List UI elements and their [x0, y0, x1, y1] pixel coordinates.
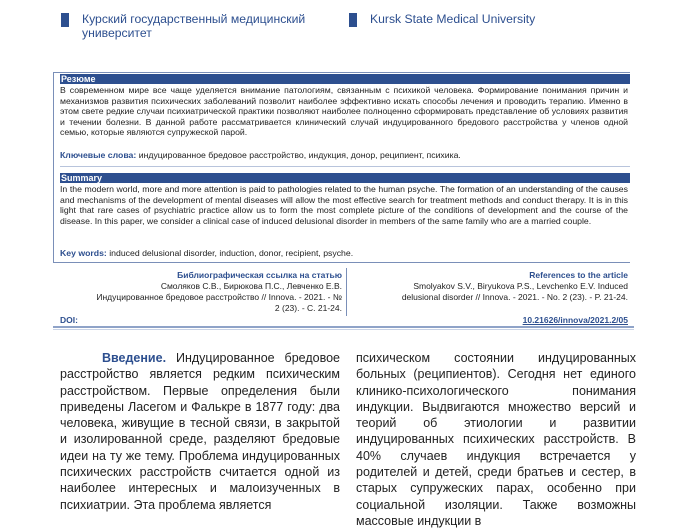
citation-en-title: References to the article: [529, 270, 628, 280]
keywords-en: [60, 248, 353, 259]
affiliation-marker: [349, 13, 357, 27]
citation-divider: [346, 268, 347, 316]
keywords-ru-value: индуцированное бредовое расстройство, индукция, донор, реципиент, психика.: [138, 150, 461, 160]
bottom-rule-thin: [53, 329, 634, 330]
citation-ru-issue: 2 (23). - С. 21-24.: [274, 303, 342, 313]
keywords-ru: [60, 150, 461, 161]
abstract-en-text: In the modern world, more and more attention is paid to pathologies related to the human psyche. The formation of an understanding of the causes and mechanisms of the development of mental diseases will allow the most effective search for treatment methods and conduct therapy. It is in this light that rare cases of psychiatric practice allow us to form the most complete picture of the conditions of development and the course of the disease. In this paper, we consider a clinical case of induced delusional disorder in members of the same family who are a married couple.: [60, 184, 628, 226]
abstract-bottom-border: [53, 262, 630, 263]
affiliation-en-text: Kursk State Medical University: [370, 12, 536, 26]
intro-heading: Введение.: [102, 351, 167, 365]
affiliation-ru-text: Курский государственный медицинский университет: [82, 12, 306, 40]
citation-ru: [60, 270, 342, 314]
abstract-en-heading: Summary: [60, 173, 630, 183]
body-left-text: Индуцированное бредовое расстройство является редким психическим расстройством. Первые определения были приведены Ласегом и Фалькре в 1877 году: два человека, живущие в тесной связи, в закрытой и изолированной среде, разделяют бредовые идеи на ту же тему. Проблема индуцированных психических расстройств считается одной из наиболее интересных и малоизученных в психиатрии. Эта проблема является: [60, 351, 340, 512]
body-right-column: психическом состоянии индуцированных больных (реципиентов). Сегодня нет единого клинико-психологического понимания индукции. Выдвигаются множество версий и теорий об этиологии и развитии индуцированных психических расстройств. В 40% случаев индукция встречается у родителей и детей, среди братьев и сестер, в старых супружеских парах, особенно при социальной изоляции. Также возможны массовые индукции в: [356, 351, 636, 528]
bottom-rule: [53, 326, 634, 328]
citation-ru-title: Библиографическая ссылка на статью: [177, 270, 342, 280]
citation-en-source: delusional disorder // Innova. - 2021. - No. 2 (23). - P. 21-24.: [401, 292, 628, 302]
citation-en-authors: Smolyakov S.V., Biryukova P.S., Levchenko E.V. Induced: [413, 281, 628, 291]
citation-ru-source: Индуцированное бредовое расстройство // Innova. - 2021. - №: [96, 292, 342, 302]
abstract-ru-text: В современном мире все чаще уделяется внимание патологиям, связанным с психикой человека. Формирование понимания причин и механизмов развития психических заболеваний позволит наиболее эффективно искать способы лечения и проводить терапию. Именно в этом свете редкие случаи психиатрической практики позволяют наиболее полноценно сформировать представление об условиях развития и течении болезни. В данной работе рассматривается клинический случай индуцированного бредового расстройства у членов одной семью, которые являются супружеской парой.: [60, 85, 628, 138]
abstract-left-border: [53, 72, 54, 262]
doi-link[interactable]: 10.21626/innova/2021.2/05: [522, 315, 628, 325]
citation-en: [350, 270, 628, 303]
divider: [60, 166, 630, 167]
abstract-top-border: [53, 72, 630, 73]
affiliation-ru: [61, 12, 321, 40]
keywords-ru-label: Ключевые слова:: [60, 150, 137, 160]
affiliation-en: [349, 12, 609, 27]
abstract-ru-heading: Резюме: [60, 74, 630, 84]
keywords-en-label: Key words:: [60, 248, 107, 258]
body-left-column: [60, 350, 340, 513]
citation-ru-authors: Смоляков С.В., Бирюкова П.С., Левченко Е.В.: [160, 281, 342, 291]
affiliation-marker: [61, 13, 69, 27]
keywords-en-value: induced delusional disorder, induction, donor, recipient, psyche.: [109, 248, 354, 258]
doi-label: DOI:: [60, 315, 78, 325]
